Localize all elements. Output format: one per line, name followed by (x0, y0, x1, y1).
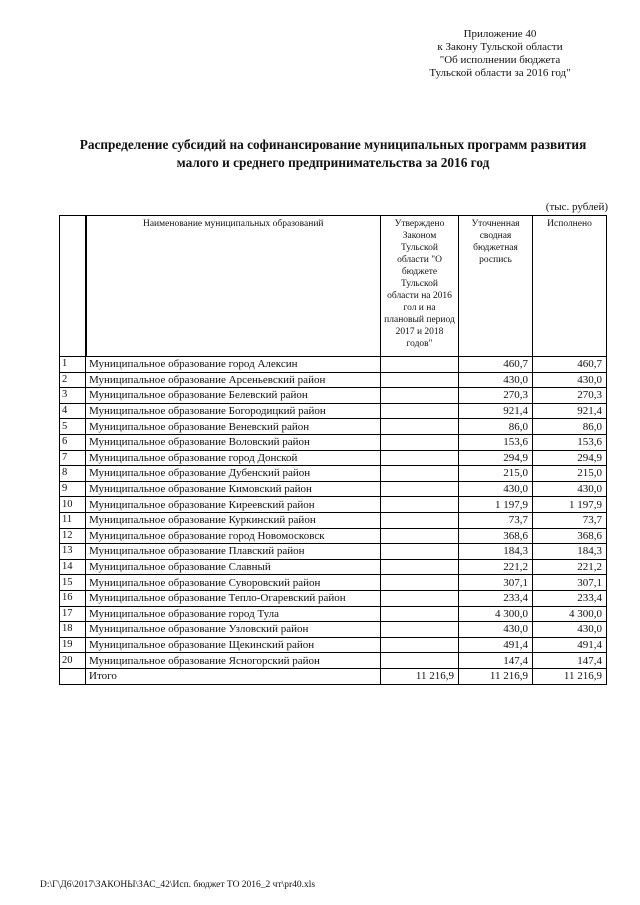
row-number: 4 (60, 403, 86, 419)
row-approved (381, 653, 459, 669)
row-adjusted: 215,0 (459, 466, 533, 482)
row-number: 11 (60, 512, 86, 528)
row-approved (381, 528, 459, 544)
row-name: Муниципальное образование город Донской (86, 450, 381, 466)
row-number: 14 (60, 559, 86, 575)
row-approved (381, 357, 459, 373)
row-name: Муниципальное образование город Тула (86, 606, 381, 622)
row-approved (381, 497, 459, 513)
row-adjusted: 368,6 (459, 528, 533, 544)
row-number: 15 (60, 575, 86, 591)
header-adjusted: Уточненная сводная бюджетная роспись (459, 216, 533, 357)
row-name: Муниципальное образование город Алексин (86, 357, 381, 373)
row-approved (381, 450, 459, 466)
header-approved: Утверждено Законом Тульской области "О бюджете Тульской области на 2016 гол и на плановый период 2017 и 2018 годов" (381, 216, 459, 357)
total-approved: 11 216,9 (381, 668, 459, 684)
row-adjusted: 294,9 (459, 450, 533, 466)
row-executed: 153,6 (533, 434, 607, 450)
row-adjusted: 921,4 (459, 403, 533, 419)
row-executed: 4 300,0 (533, 606, 607, 622)
row-name: Муниципальное образование Щекинский район (86, 637, 381, 653)
row-name: Муниципальное образование Куркинский район (86, 512, 381, 528)
total-label: Итого (86, 668, 381, 684)
appendix-line: к Закону Тульской области (437, 41, 563, 53)
table-row (60, 575, 607, 591)
title-line-2: малого и среднего предпринимательства за 2016 год (176, 155, 490, 170)
row-approved (381, 637, 459, 653)
row-number: 7 (60, 450, 86, 466)
subsidies-table (59, 215, 607, 685)
row-executed: 233,4 (533, 590, 607, 606)
row-number: 19 (60, 637, 86, 653)
table-row (60, 528, 607, 544)
file-path-footer: D:\Г\Д6\2017\ЗАКОНЫ\ЗАС_42\Исп. бюджет ТО 2016_2 чт\pr40.xls (40, 880, 316, 890)
row-adjusted: 73,7 (459, 512, 533, 528)
table-row (60, 559, 607, 575)
row-adjusted: 430,0 (459, 372, 533, 388)
table-row (60, 497, 607, 513)
row-adjusted: 491,4 (459, 637, 533, 653)
row-approved (381, 544, 459, 560)
appendix-note (400, 28, 600, 80)
table-row (60, 403, 607, 419)
total-executed: 11 216,9 (533, 668, 607, 684)
header-number (60, 216, 86, 357)
row-adjusted: 270,3 (459, 388, 533, 404)
row-number: 1 (60, 357, 86, 373)
row-name: Муниципальное образование город Новомосковск (86, 528, 381, 544)
row-approved (381, 590, 459, 606)
row-name: Муниципальное образование Киреевский район (86, 497, 381, 513)
row-number: 2 (60, 372, 86, 388)
row-approved (381, 372, 459, 388)
row-approved (381, 559, 459, 575)
table-row (60, 434, 607, 450)
row-name: Муниципальное образование Тепло-Огаревский район (86, 590, 381, 606)
row-number: 6 (60, 434, 86, 450)
row-number: 16 (60, 590, 86, 606)
table-row (60, 481, 607, 497)
row-executed: 430,0 (533, 372, 607, 388)
row-executed: 430,0 (533, 622, 607, 638)
row-executed: 184,3 (533, 544, 607, 560)
row-name: Муниципальное образование Арсеньевский район (86, 372, 381, 388)
table-row (60, 419, 607, 435)
row-approved (381, 606, 459, 622)
row-executed: 215,0 (533, 466, 607, 482)
total-number (60, 668, 86, 684)
row-executed: 86,0 (533, 419, 607, 435)
row-executed: 430,0 (533, 481, 607, 497)
row-approved (381, 622, 459, 638)
table-row (60, 450, 607, 466)
appendix-line: Приложение 40 (463, 28, 537, 40)
row-name: Муниципальное образование Богородицкий район (86, 403, 381, 419)
row-number: 9 (60, 481, 86, 497)
row-executed: 921,4 (533, 403, 607, 419)
table-row (60, 590, 607, 606)
row-name: Муниципальное образование Суворовский район (86, 575, 381, 591)
row-number: 10 (60, 497, 86, 513)
row-approved (381, 419, 459, 435)
row-executed: 460,7 (533, 357, 607, 373)
row-adjusted: 221,2 (459, 559, 533, 575)
row-name: Муниципальное образование Веневский район (86, 419, 381, 435)
row-adjusted: 430,0 (459, 481, 533, 497)
row-number: 20 (60, 653, 86, 669)
row-number: 8 (60, 466, 86, 482)
document-title (40, 136, 626, 172)
row-adjusted: 4 300,0 (459, 606, 533, 622)
title-line-1: Распределение субсидий на софинансирование муниципальных программ развития (79, 137, 587, 152)
row-name: Муниципальное образование Кимовский район (86, 481, 381, 497)
row-adjusted: 307,1 (459, 575, 533, 591)
row-executed: 147,4 (533, 653, 607, 669)
row-approved (381, 388, 459, 404)
table-row (60, 512, 607, 528)
table-row (60, 372, 607, 388)
table-row (60, 622, 607, 638)
row-name: Муниципальное образование Славный (86, 559, 381, 575)
table-row (60, 606, 607, 622)
row-executed: 307,1 (533, 575, 607, 591)
header-name: Наименование муниципальных образований (86, 216, 381, 357)
row-approved (381, 434, 459, 450)
appendix-line: Тульской области за 2016 год" (429, 67, 571, 79)
row-adjusted: 184,3 (459, 544, 533, 560)
header-executed: Исполнено (533, 216, 607, 357)
table-row (60, 357, 607, 373)
row-approved (381, 512, 459, 528)
row-approved (381, 481, 459, 497)
row-executed: 1 197,9 (533, 497, 607, 513)
row-adjusted: 1 197,9 (459, 497, 533, 513)
total-adjusted: 11 216,9 (459, 668, 533, 684)
table-row (60, 466, 607, 482)
table-row (60, 388, 607, 404)
table-row (60, 544, 607, 560)
row-number: 13 (60, 544, 86, 560)
row-executed: 294,9 (533, 450, 607, 466)
appendix-line: "Об исполнении бюджета (439, 54, 561, 66)
row-adjusted: 233,4 (459, 590, 533, 606)
row-executed: 491,4 (533, 637, 607, 653)
row-adjusted: 86,0 (459, 419, 533, 435)
table-body (60, 357, 607, 685)
row-approved (381, 403, 459, 419)
row-number: 18 (60, 622, 86, 638)
row-approved (381, 466, 459, 482)
row-adjusted: 147,4 (459, 653, 533, 669)
row-approved (381, 575, 459, 591)
table-row (60, 637, 607, 653)
row-number: 12 (60, 528, 86, 544)
row-name: Муниципальное образование Белевский район (86, 388, 381, 404)
row-name: Муниципальное образование Дубенский район (86, 466, 381, 482)
row-executed: 221,2 (533, 559, 607, 575)
row-name: Муниципальное образование Ясногорский район (86, 653, 381, 669)
row-executed: 270,3 (533, 388, 607, 404)
table-header-row (60, 216, 607, 357)
row-executed: 368,6 (533, 528, 607, 544)
row-number: 5 (60, 419, 86, 435)
row-adjusted: 460,7 (459, 357, 533, 373)
row-adjusted: 430,0 (459, 622, 533, 638)
units-note: (тыс. рублей) (545, 201, 608, 213)
row-name: Муниципальное образование Узловский район (86, 622, 381, 638)
row-number: 17 (60, 606, 86, 622)
row-adjusted: 153,6 (459, 434, 533, 450)
row-name: Муниципальное образование Воловский район (86, 434, 381, 450)
row-number: 3 (60, 388, 86, 404)
table-row (60, 653, 607, 669)
row-executed: 73,7 (533, 512, 607, 528)
total-row (60, 668, 607, 684)
row-name: Муниципальное образование Плавский район (86, 544, 381, 560)
